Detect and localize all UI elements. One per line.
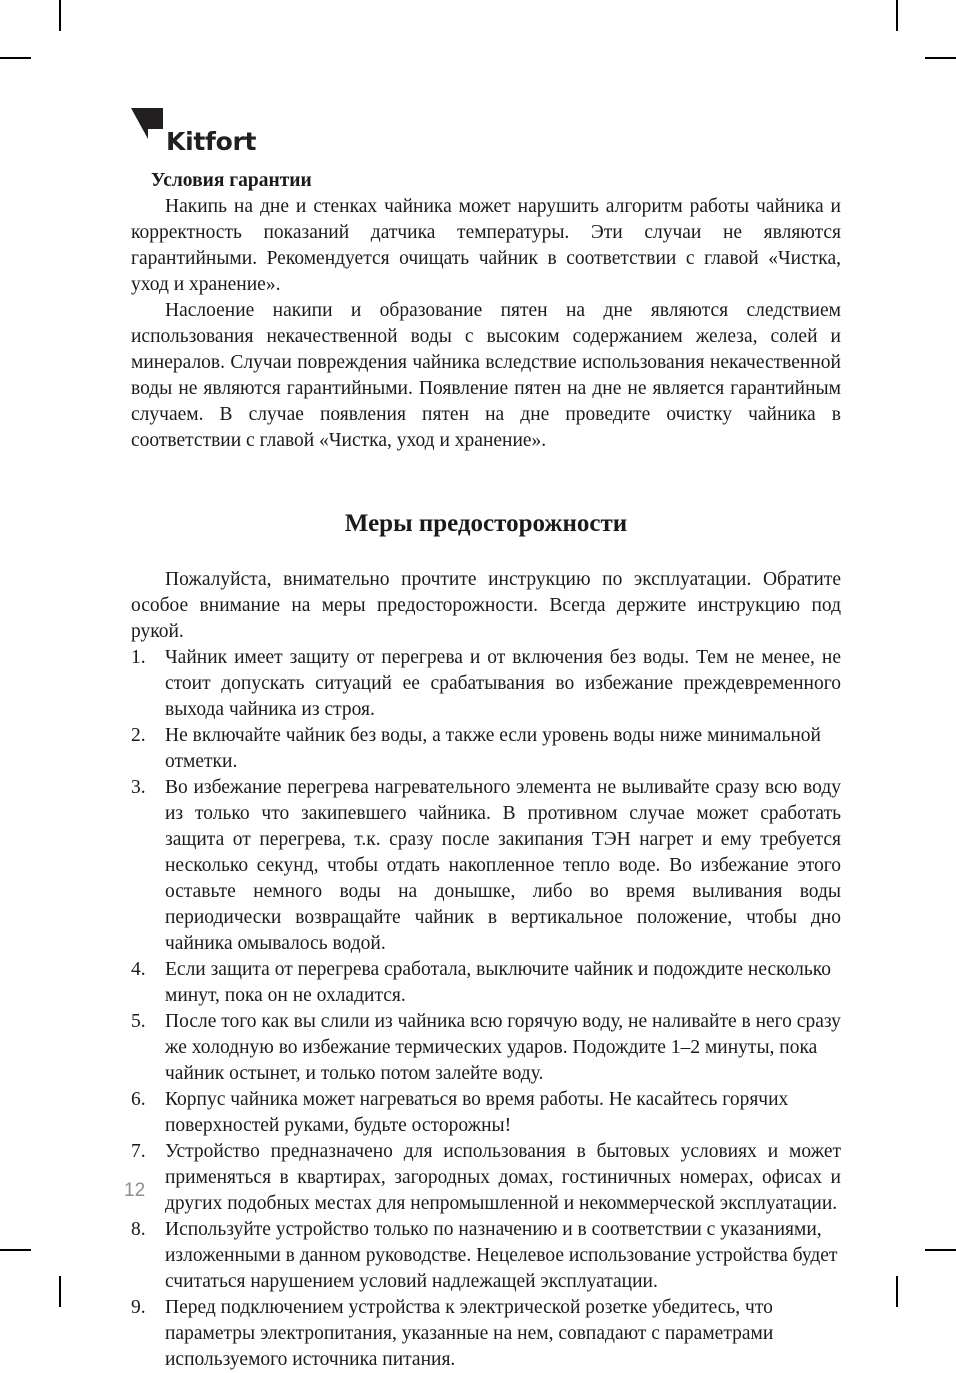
list-item-text: Корпус чайника может нагреваться во время работы. Не касайтесь горячих поверхностей руками, будьте осторожны! (165, 1089, 789, 1136)
list-item-number: 3. (131, 777, 146, 798)
crop-mark-top-right-horizontal (925, 57, 956, 59)
list-item (131, 957, 841, 1009)
list-item-text: Во избежание перегрева нагревательного элемента не выливайте сразу всю воду из только что закипевшего чайника. В противном случае может сработать защита от перегрева, т.к. сразу после закипания ТЭН нагрет и ему требуется несколько секунд, чтобы отдать накопленное тепло воде. Во избежание этого оставьте немного воды на донышке, либо во время выливания воды периодически возвращайте чайник в вертикальное положение, чтобы дно чайника омывалось водой. (165, 777, 841, 954)
crop-mark-bottom-left-horizontal (0, 1249, 31, 1251)
list-item-text: Чайник имеет защиту от перегрева и от включения без воды. Тем не менее, не стоит допускать ситуаций ее срабатывания во избежание преждевременного выхода чайника из строя. (165, 647, 841, 720)
brand-name: Kitfort (166, 127, 257, 156)
kitfort-pennant-icon (131, 108, 165, 158)
list-item (131, 1295, 841, 1373)
list-item-number: 1. (131, 647, 146, 668)
list-item-number: 9. (131, 1297, 146, 1318)
list-item (131, 1009, 841, 1087)
safety-list (131, 645, 841, 1373)
list-item (131, 775, 841, 957)
warranty-paragraph-1: Накипь на дне и стенках чайника может нарушить алгоритм работы чайника и корректность показаний датчика температуры. Эти случаи не являются гарантийными. Рекомендуется очищать чайник в соответствии с главой «Чистка, уход и хранение». (131, 196, 841, 295)
list-item-text: Перед подключением устройства к электрической розетке убедитесь, что параметры электропитания, указанные на нем, совпадают с параметрами используемого источника питания. (165, 1297, 774, 1370)
page-number: 12 (124, 1180, 146, 1201)
brand-logo (131, 106, 841, 158)
list-item (131, 1087, 841, 1139)
list-item-number: 6. (131, 1089, 146, 1110)
list-item (131, 645, 841, 723)
list-item-number: 4. (131, 959, 146, 980)
warranty-heading: Условия гарантии (151, 170, 312, 191)
list-item-text: Если защита от перегрева сработала, выключите чайник и подождите несколько минут, пока он не охладится. (165, 959, 831, 1006)
list-item-number: 7. (131, 1141, 146, 1162)
list-item-number: 8. (131, 1219, 146, 1240)
crop-mark-top-left-horizontal (0, 57, 31, 59)
crop-mark-bottom-left-vertical (59, 1276, 61, 1307)
list-item (131, 723, 841, 775)
crop-mark-bottom-right-vertical (896, 1276, 898, 1307)
list-item-text: Не включайте чайник без воды, а также если уровень воды ниже минимальной отметки. (165, 725, 821, 772)
list-item (131, 1139, 841, 1217)
list-item-text: Устройство предназначено для использования в бытовых условиях и может применяться в квартирах, загородных домах, гостиничных номерах, офисах и других подобных местах для непромышленной и некоммерческой эксплуатации. (165, 1141, 841, 1214)
list-item-text: Используйте устройство только по назначению и в соответствии с указаниями, изложенными в данном руководстве. Нецелевое использование устройства будет считаться нарушением условий надлежащей эксплуатации. (165, 1219, 838, 1292)
list-item-number: 5. (131, 1011, 146, 1032)
list-item (131, 1217, 841, 1295)
page-content (131, 106, 841, 1373)
safety-intro-paragraph: Пожалуйста, внимательно прочтите инструкцию по эксплуатации. Обратите особое внимание на меры предосторожности. Всегда держите инструкцию под рукой. (131, 569, 841, 642)
crop-mark-bottom-right-horizontal (925, 1249, 956, 1251)
list-item-text: После того как вы слили из чайника всю горячую воду, не наливайте в него сразу же холодную во избежание термических ударов. Подождите 1–2 минуты, пока чайник остынет, и только потом залейте воду. (165, 1011, 841, 1084)
crop-mark-top-right-vertical (896, 0, 898, 31)
warranty-paragraph-2: Наслоение накипи и образование пятен на дне являются следствием использования некачественной воды с высоким содержанием железа, солей и минералов. Случаи повреждения чайника вследствие использования некачественной воды не являются гарантийными. Появление пятен на дне не является гарантийным случаем. В случае появления пятен на дне проведите очистку чайника в соответствии с главой «Чистка, уход и хранение». (131, 300, 841, 451)
list-item-number: 2. (131, 725, 146, 746)
safety-heading: Меры предосторожности (344, 510, 628, 537)
crop-mark-top-left-vertical (59, 0, 61, 31)
